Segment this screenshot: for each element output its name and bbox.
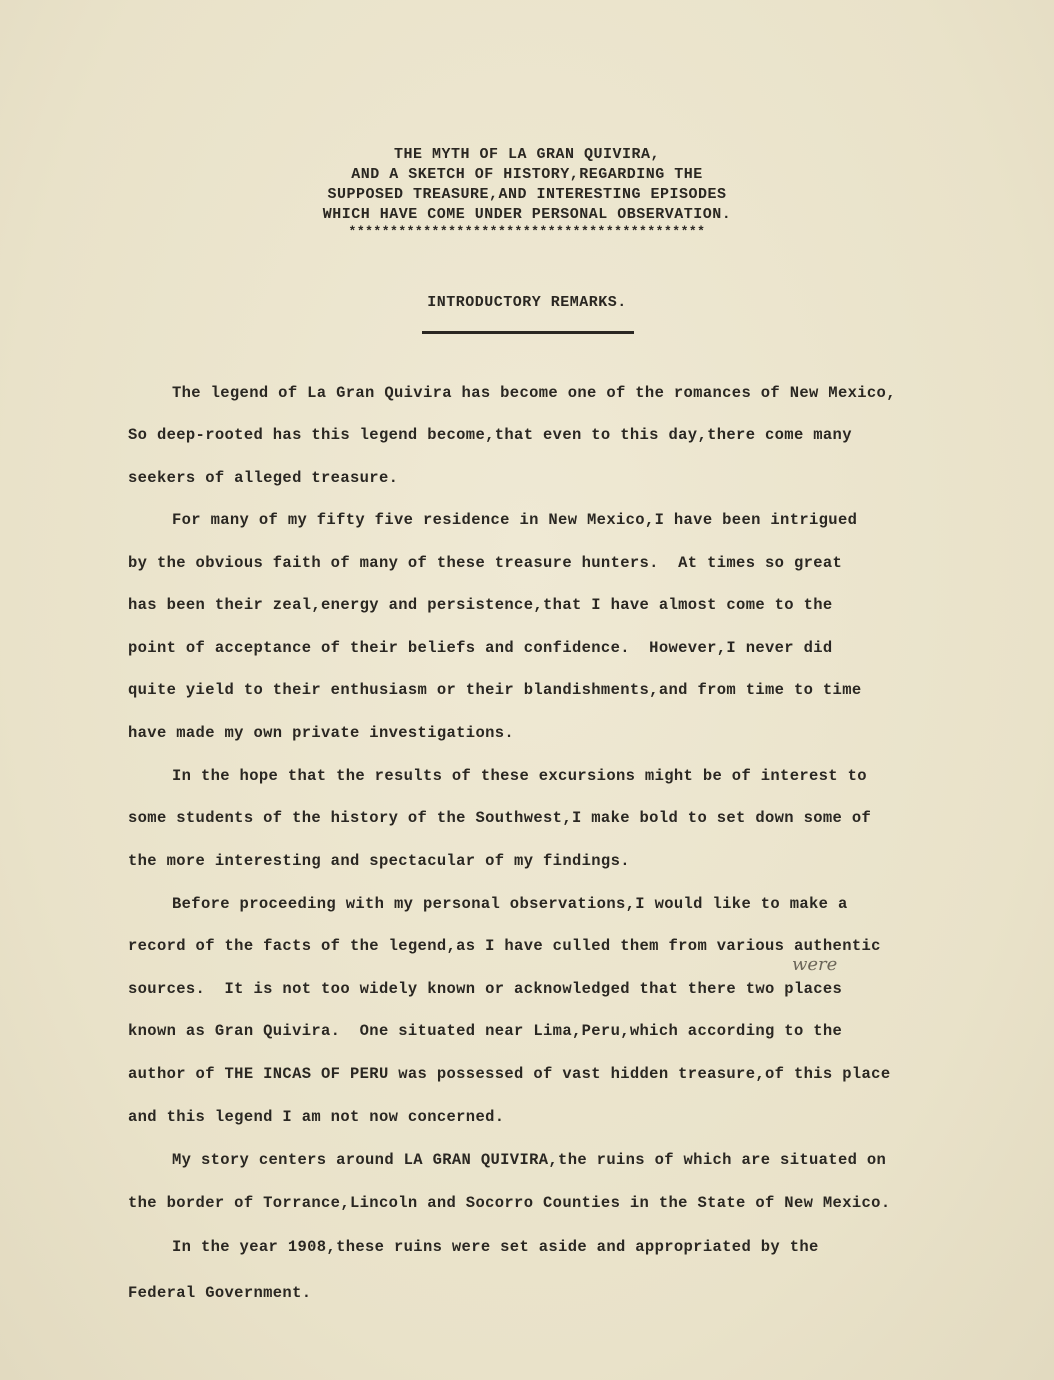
body-line-2: So deep-rooted has this legend become,that even to this day,there come many [128,426,852,444]
body-line-19: My story centers around LA GRAN QUIVIRA,the ruins of which are situated on [172,1151,887,1169]
body-line-20: the border of Torrance,Lincoln and Socorro Counties in the State of New Mexico. [128,1194,891,1212]
body-line-5: by the obvious faith of many of these treasure hunters. At times so great [128,554,843,572]
body-line-10: In the hope that the results of these excursions might be of interest to [172,767,867,785]
document-title [0,145,1054,239]
body-line-12: the more interesting and spectacular of my findings. [128,852,630,870]
title-line-2: AND A SKETCH OF HISTORY,REGARDING THE [351,166,703,183]
title-line-4: WHICH HAVE COME UNDER PERSONAL OBSERVATION. [322,206,732,223]
body-line-21: In the year 1908,these ruins were set aside and appropriated by the [172,1238,819,1256]
body-line-4: For many of my fifty five residence in New Mexico,I have been intrigued [172,511,858,529]
body-line-14: record of the facts of the legend,as I have culled them from various authentic [128,937,881,955]
body-line-8: quite yield to their enthusiasm or their blandishments,and from time to time [128,681,862,699]
body-line-16: known as Gran Quivira. One situated near Lima,Peru,which according to the [128,1022,843,1040]
body-line-1: The legend of La Gran Quivira has become one of the romances of New Mexico, [172,384,896,402]
body-line-17: author of THE INCAS OF PERU was possessed of vast hidden treasure,of this place [128,1065,891,1083]
body-line-13: Before proceeding with my personal observations,I would like to make a [172,895,848,913]
asterisk-divider: ******************************************* [348,224,706,239]
body-line-9: have made my own private investigations. [128,724,515,742]
title-line-1: THE MYTH OF LA GRAN QUIVIRA, [393,146,661,163]
section-heading: INTRODUCTORY REMARKS. [427,294,627,311]
handwritten-insertion: were [792,954,838,975]
body-line-3: seekers of alleged treasure. [128,469,399,487]
body-line-7: point of acceptance of their beliefs and confidence. However,I never did [128,639,833,657]
body-line-15: sources. It is not too widely known or acknowledged that there two places [128,980,843,998]
body-line-11: some students of the history of the Southwest,I make bold to set down some of [128,809,872,827]
title-line-3: SUPPOSED TREASURE,AND INTERESTING EPISODES [327,186,727,203]
heading-underline [422,331,634,334]
body-line-22: Federal Government. [128,1284,312,1302]
body-line-6: has been their zeal,energy and persistence,that I have almost come to the [128,596,833,614]
body-line-18: and this legend I am not now concerned. [128,1108,505,1126]
